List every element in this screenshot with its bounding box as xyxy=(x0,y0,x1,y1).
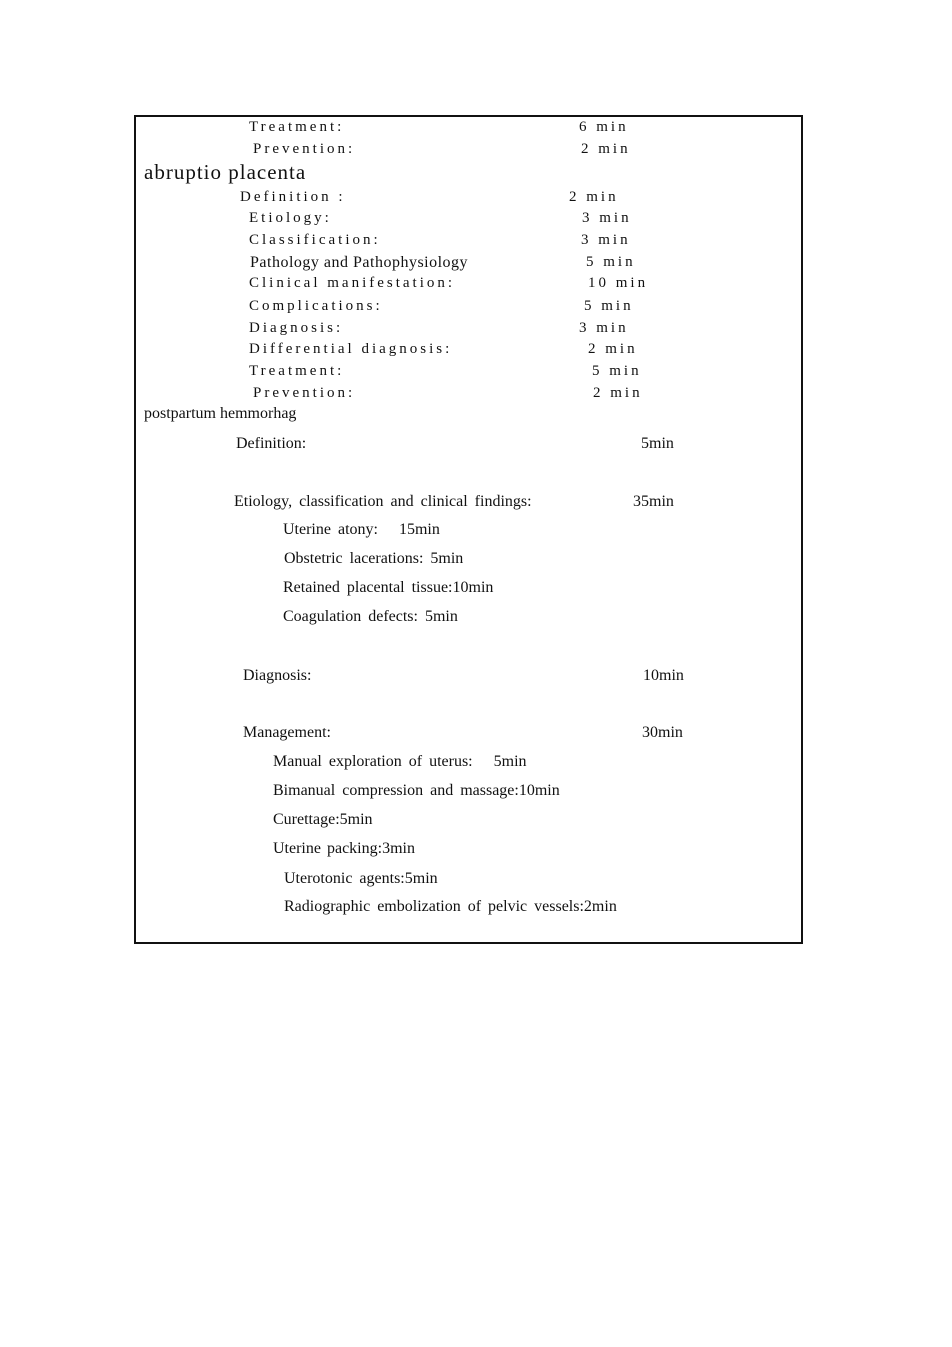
abruptio-item-label: Etiology: xyxy=(249,210,332,226)
etiology-subitem: Obstetric lacerations: 5min xyxy=(284,550,464,567)
pph-management-label: Management: xyxy=(243,724,331,741)
management-subitem: Radiographic embolization of pelvic vessels:2min xyxy=(284,898,617,915)
prevention-time: 2 min xyxy=(581,141,631,157)
abruptio-item-label: Classification: xyxy=(249,232,381,248)
management-subitem: Manual exploration of uterus: 5min xyxy=(273,753,527,770)
pph-diagnosis-label: Diagnosis: xyxy=(243,667,312,684)
abruptio-item-label: Treatment: xyxy=(249,363,345,379)
abruptio-item-time: 3 min xyxy=(581,232,631,248)
abruptio-item-time: 2 min xyxy=(569,189,619,205)
section-heading-postpartum: postpartum hemmorhag xyxy=(144,405,297,422)
abruptio-item-label: Clinical manifestation: xyxy=(249,275,456,291)
management-subitem: Curettage:5min xyxy=(273,811,373,828)
abruptio-item-time: 2 min xyxy=(593,385,643,401)
section-heading-abruptio: abruptio placenta xyxy=(144,160,307,184)
abruptio-item-label: Complications: xyxy=(249,298,383,314)
etiology-subitem: Uterine atony: 15min xyxy=(283,521,440,538)
abruptio-item-label: Definition : xyxy=(240,189,346,205)
pph-management-time: 30min xyxy=(642,724,683,741)
abruptio-item-label: Pathology and Pathophysiology xyxy=(250,254,469,271)
abruptio-item-time: 3 min xyxy=(582,210,632,226)
etiology-subitem: Coagulation defects: 5min xyxy=(283,608,458,625)
content-box xyxy=(134,115,803,944)
abruptio-item-label: Diagnosis: xyxy=(249,320,344,336)
pph-definition-label: Definition: xyxy=(236,435,307,452)
abruptio-item-time: 5 min xyxy=(592,363,642,379)
pph-diagnosis-time: 10min xyxy=(643,667,684,684)
management-subitem: Uterine packing:3min xyxy=(273,840,415,857)
treatment-label: Treatment: xyxy=(249,119,345,135)
abruptio-item-time: 3 min xyxy=(579,320,629,336)
abruptio-item-time: 2 min xyxy=(588,341,638,357)
management-subitem: Uterotonic agents:5min xyxy=(284,870,438,887)
abruptio-item-label: Differential diagnosis: xyxy=(249,341,453,357)
abruptio-item-time: 5 min xyxy=(584,298,634,314)
pph-etiology-time: 35min xyxy=(633,493,674,510)
abruptio-item-time: 5 min xyxy=(586,254,636,270)
abruptio-item-time: 10 min xyxy=(588,275,649,291)
management-subitem: Bimanual compression and massage:10min xyxy=(273,782,560,799)
abruptio-item-label: Prevention: xyxy=(253,385,356,401)
prevention-label: Prevention: xyxy=(253,141,356,157)
etiology-subitem: Retained placental tissue:10min xyxy=(283,579,494,596)
treatment-time: 6 min xyxy=(579,119,629,135)
pph-etiology-label: Etiology, classification and clinical findings: xyxy=(234,493,532,510)
pph-definition-time: 5min xyxy=(641,435,674,452)
